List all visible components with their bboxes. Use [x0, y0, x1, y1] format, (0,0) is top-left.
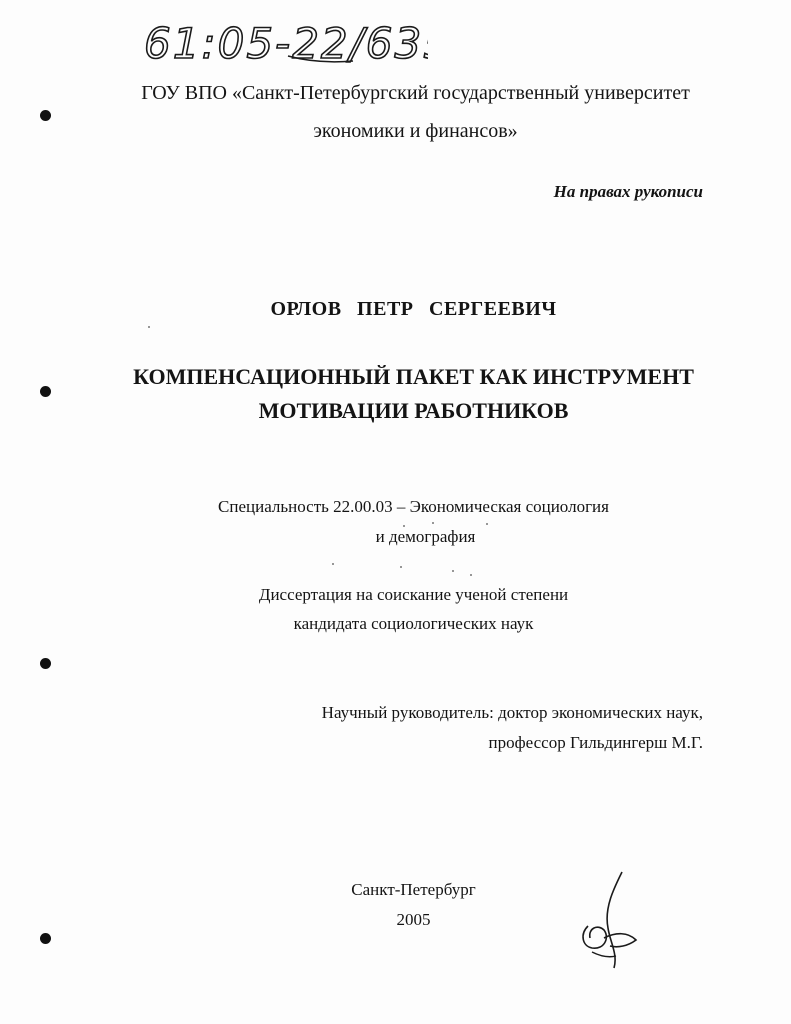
dissertation-title-line1: КОМПЕНСАЦИОННЫЙ ПАКЕТ КАК ИНСТРУМЕНТ [133, 364, 694, 389]
degree-line1: Диссертация на соискание ученой степени [258, 585, 569, 604]
handwritten-archive-code [138, 6, 428, 76]
scan-speck [148, 326, 150, 328]
scan-speck [400, 566, 402, 568]
institution-name-line1: ГОУ ВПО «Санкт-Петербургский государственный университет [141, 82, 690, 104]
scan-speck [470, 574, 472, 576]
place-of-publication: Санкт-Петербург [351, 880, 476, 899]
signature-drawing [574, 868, 644, 974]
handwritten-code-text: 61:05-22/635 [144, 19, 428, 68]
handwritten-code-drawing [138, 6, 428, 76]
scan-speck [432, 522, 434, 524]
specialty-line1: Специальность 22.00.03 – Экономическая социология [218, 497, 609, 516]
specialty-line2: и демография [375, 527, 476, 546]
binding-hole-mark [40, 110, 51, 121]
author-name: ОРЛОВ ПЕТР СЕРГЕЕВИЧ [270, 298, 557, 320]
advisor-line1: Научный руководитель: доктор экономических наук, [321, 703, 703, 722]
scan-speck [332, 563, 334, 565]
binding-hole-mark [40, 386, 51, 397]
institution-name-line2: экономики и финансов» [313, 120, 518, 142]
manuscript-rights-note: На правах рукописи [553, 182, 703, 201]
scan-speck [486, 523, 488, 525]
dissertation-title-line2: МОТИВАЦИИ РАБОТНИКОВ [258, 398, 569, 423]
degree-line2: кандидата социологических наук [293, 614, 534, 633]
publication-year: 2005 [396, 910, 431, 929]
advisor-signature [574, 868, 644, 974]
scan-speck [403, 525, 405, 527]
advisor-line2: профессор Гильдингерш М.Г. [488, 733, 703, 752]
scan-speck [452, 570, 454, 572]
binding-hole-mark [40, 658, 51, 669]
binding-hole-mark [40, 933, 51, 944]
